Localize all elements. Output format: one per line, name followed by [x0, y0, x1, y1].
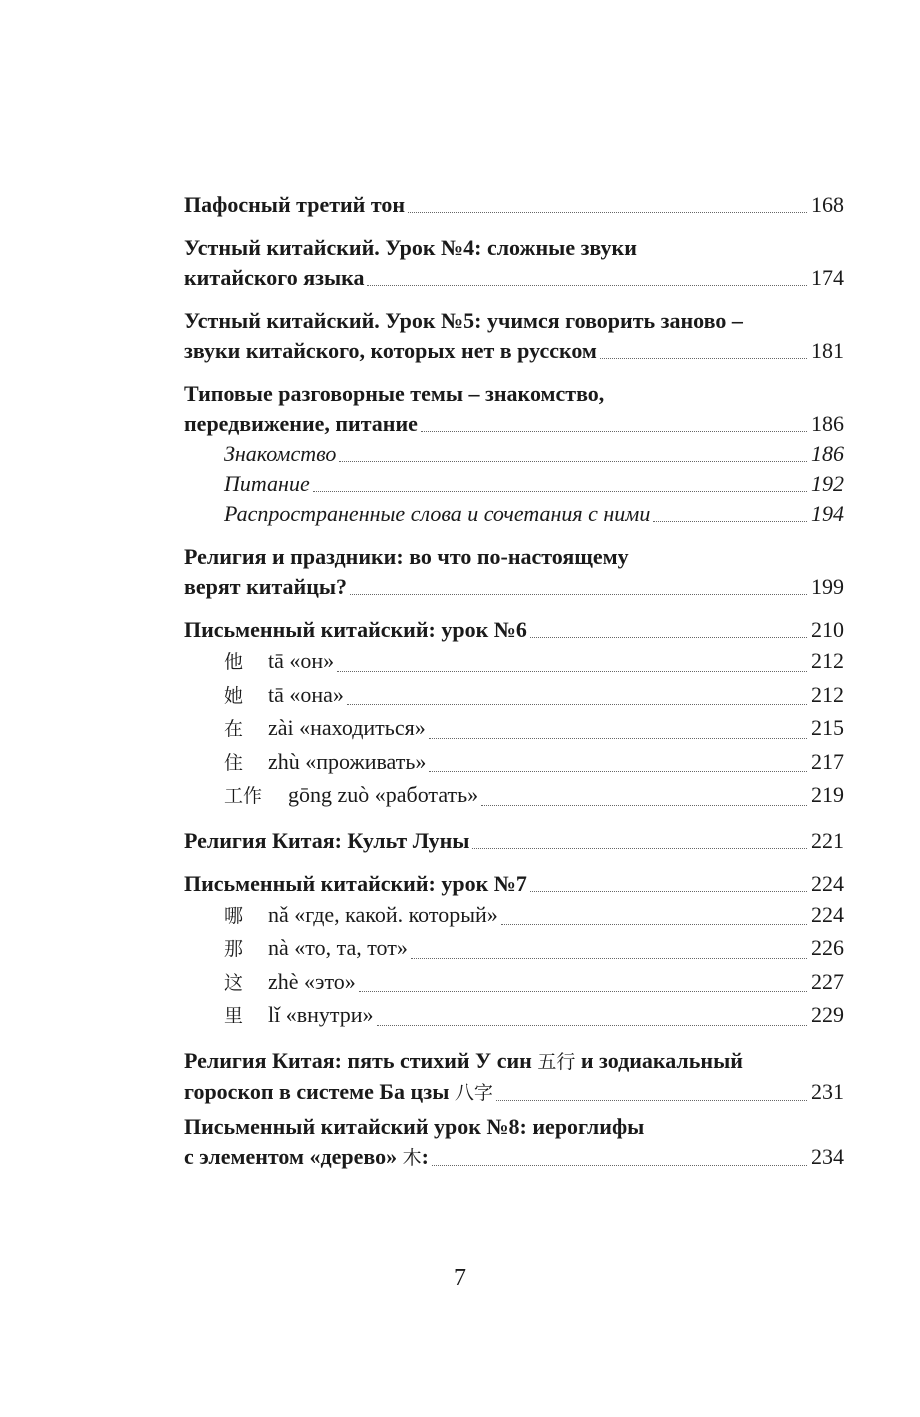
- toc-subentry: [184, 932, 844, 966]
- dot-leader: [313, 490, 807, 492]
- toc-entry-title-line2: передвижение, питание: [184, 411, 418, 436]
- toc-subentry-page: 194: [811, 501, 844, 526]
- dot-leader: [530, 636, 807, 638]
- toc-entry-title: Письменный китайский: урок №6: [184, 617, 527, 642]
- dot-leader: [421, 430, 807, 432]
- toc-entry-title: Письменный китайский: урок №7: [184, 870, 527, 896]
- toc-entry: [184, 1112, 844, 1173]
- toc-subentry-title: gōng zuò «работать»: [288, 782, 479, 807]
- toc-entry: [184, 233, 844, 293]
- toc-subentry: [184, 746, 844, 780]
- toc-subentry: [184, 999, 844, 1033]
- dot-leader: [337, 670, 807, 672]
- toc-entry-page: 181: [811, 338, 844, 363]
- toc-subentry-page: 215: [811, 715, 844, 740]
- title-text: с элементом «дерево»: [184, 1143, 398, 1169]
- hanzi-glyph: 他: [224, 651, 244, 673]
- hanzi-glyph: 五行: [537, 1050, 576, 1073]
- toc-subentry-title: zài «находиться»: [268, 715, 426, 740]
- toc-subentry-page: 229: [811, 1002, 844, 1027]
- dot-leader: [472, 847, 807, 849]
- dot-leader: [600, 357, 807, 359]
- dot-leader: [653, 520, 807, 522]
- toc-subentry: [184, 679, 844, 713]
- page-number: 7: [454, 1265, 466, 1291]
- dot-leader: [350, 593, 807, 595]
- toc-subentry: [184, 645, 844, 679]
- toc-entry-title-line1: [184, 1046, 844, 1077]
- table-of-contents: [184, 190, 844, 1173]
- dot-leader: [408, 211, 807, 213]
- hanzi-glyph: 她: [224, 684, 244, 707]
- toc-subentry-title: tā «она»: [268, 681, 344, 707]
- toc-entry-title-line2: [184, 1142, 429, 1173]
- toc-subentry-page: 217: [811, 748, 844, 774]
- toc-entry-page: 234: [811, 1143, 844, 1169]
- toc-subentry-title: Распространенные слова и сочетания с ними: [224, 501, 651, 526]
- toc-entry: [184, 869, 844, 1033]
- toc-entry-page: 199: [811, 574, 844, 599]
- toc-subentry: [184, 469, 844, 499]
- dot-leader: [432, 1164, 807, 1166]
- toc-entry-page: 210: [811, 617, 844, 642]
- dot-leader: [347, 703, 807, 705]
- toc-entry: [184, 615, 844, 813]
- dot-leader: [377, 1024, 807, 1026]
- toc-entry-title-line1: Письменный китайский урок №8: иероглифы: [184, 1113, 645, 1139]
- toc-entry-page: 231: [811, 1078, 844, 1104]
- toc-subentry-page: 192: [811, 471, 844, 496]
- toc-subentry-title: nà «то, та, тот»: [268, 935, 408, 960]
- toc-subentry: [184, 499, 844, 529]
- toc-entry-page: 174: [811, 265, 844, 290]
- toc-subentry-title: nǎ «где, какой. который»: [268, 901, 498, 927]
- toc-subentry-page: 186: [811, 441, 844, 466]
- toc-subentry: [184, 779, 844, 813]
- hanzi-glyph: 里: [224, 1005, 244, 1027]
- hanzi-glyph: 木: [402, 1146, 422, 1169]
- toc-subentry: [184, 966, 844, 1000]
- dot-leader: [339, 460, 807, 462]
- toc-subentry-title: lǐ «внутри»: [268, 1002, 374, 1027]
- hanzi-glyph: 这: [224, 971, 244, 994]
- toc-subentry-title: zhè «это»: [268, 968, 356, 994]
- title-text: гороскоп в системе Ба цзы: [184, 1078, 450, 1104]
- toc-entry-title-line2: [184, 1077, 493, 1108]
- dot-leader: [429, 737, 807, 739]
- toc-entry-title-line1: Устный китайский. Урок №5: учимся говорить заново –: [184, 308, 743, 333]
- hanzi-glyph: 那: [224, 938, 244, 960]
- toc-entry-title-line2: звуки китайского, которых нет в русском: [184, 338, 597, 363]
- toc-subentry: [184, 439, 844, 469]
- toc-entry: [184, 1046, 844, 1108]
- hanzi-glyph: 在: [224, 718, 244, 740]
- toc-subentry-page: 227: [811, 968, 844, 994]
- toc-subentry-page: 212: [811, 681, 844, 707]
- title-text: :: [421, 1143, 429, 1169]
- dot-leader: [501, 923, 807, 925]
- dot-leader: [496, 1099, 807, 1101]
- toc-entry-page: 186: [811, 411, 844, 436]
- toc-entry-title: Пафосный третий тон: [184, 192, 406, 217]
- toc-subentry-page: 212: [811, 648, 844, 673]
- dot-leader: [411, 957, 807, 959]
- dot-leader: [429, 770, 807, 772]
- toc-entry-title-line1: Устный китайский. Урок №4: сложные звуки: [184, 235, 637, 260]
- toc-entry-page: 221: [811, 827, 844, 853]
- hanzi-glyph: 住: [224, 751, 244, 774]
- toc-entry-title-line1: Типовые разговорные темы – знакомство,: [184, 381, 605, 406]
- toc-subentry-title: tā «он»: [268, 648, 335, 673]
- dot-leader: [530, 890, 807, 892]
- toc-entry-title-line2: верят китайцы?: [184, 574, 348, 599]
- toc-entry: [184, 190, 844, 220]
- toc-subentry: [184, 899, 844, 933]
- toc-subentry-page: 224: [811, 901, 844, 927]
- toc-entry: [184, 826, 844, 856]
- toc-entry: [184, 306, 844, 366]
- toc-subentry-page: 219: [811, 782, 844, 807]
- toc-entry: [184, 542, 844, 602]
- title-text: Религия Китая: пять стихий У син: [184, 1047, 532, 1073]
- hanzi-glyph: 八字: [454, 1081, 493, 1104]
- dot-leader: [481, 804, 807, 806]
- toc-entry-title: Религия Китая: Культ Луны: [184, 827, 470, 853]
- toc-entry-page: 224: [811, 870, 844, 896]
- toc-entry: [184, 379, 844, 529]
- hanzi-glyph: 哪: [224, 904, 244, 927]
- toc-subentry-title: Знакомство: [224, 441, 337, 466]
- toc-entry-page: 168: [811, 192, 844, 217]
- toc-subentry: [184, 712, 844, 746]
- dot-leader: [367, 284, 807, 286]
- hanzi-glyph: 工作: [224, 785, 263, 807]
- dot-leader: [359, 990, 807, 992]
- toc-entry-title-line1: Религия и праздники: во что по-настоящему: [184, 544, 629, 569]
- toc-subentry-page: 226: [811, 935, 844, 960]
- toc-subentry-title: Питание: [224, 471, 310, 496]
- toc-entry-title-line2: китайского языка: [184, 265, 365, 290]
- title-text: и зодиакальный: [580, 1047, 743, 1073]
- toc-subentry-title: zhù «проживать»: [268, 748, 427, 774]
